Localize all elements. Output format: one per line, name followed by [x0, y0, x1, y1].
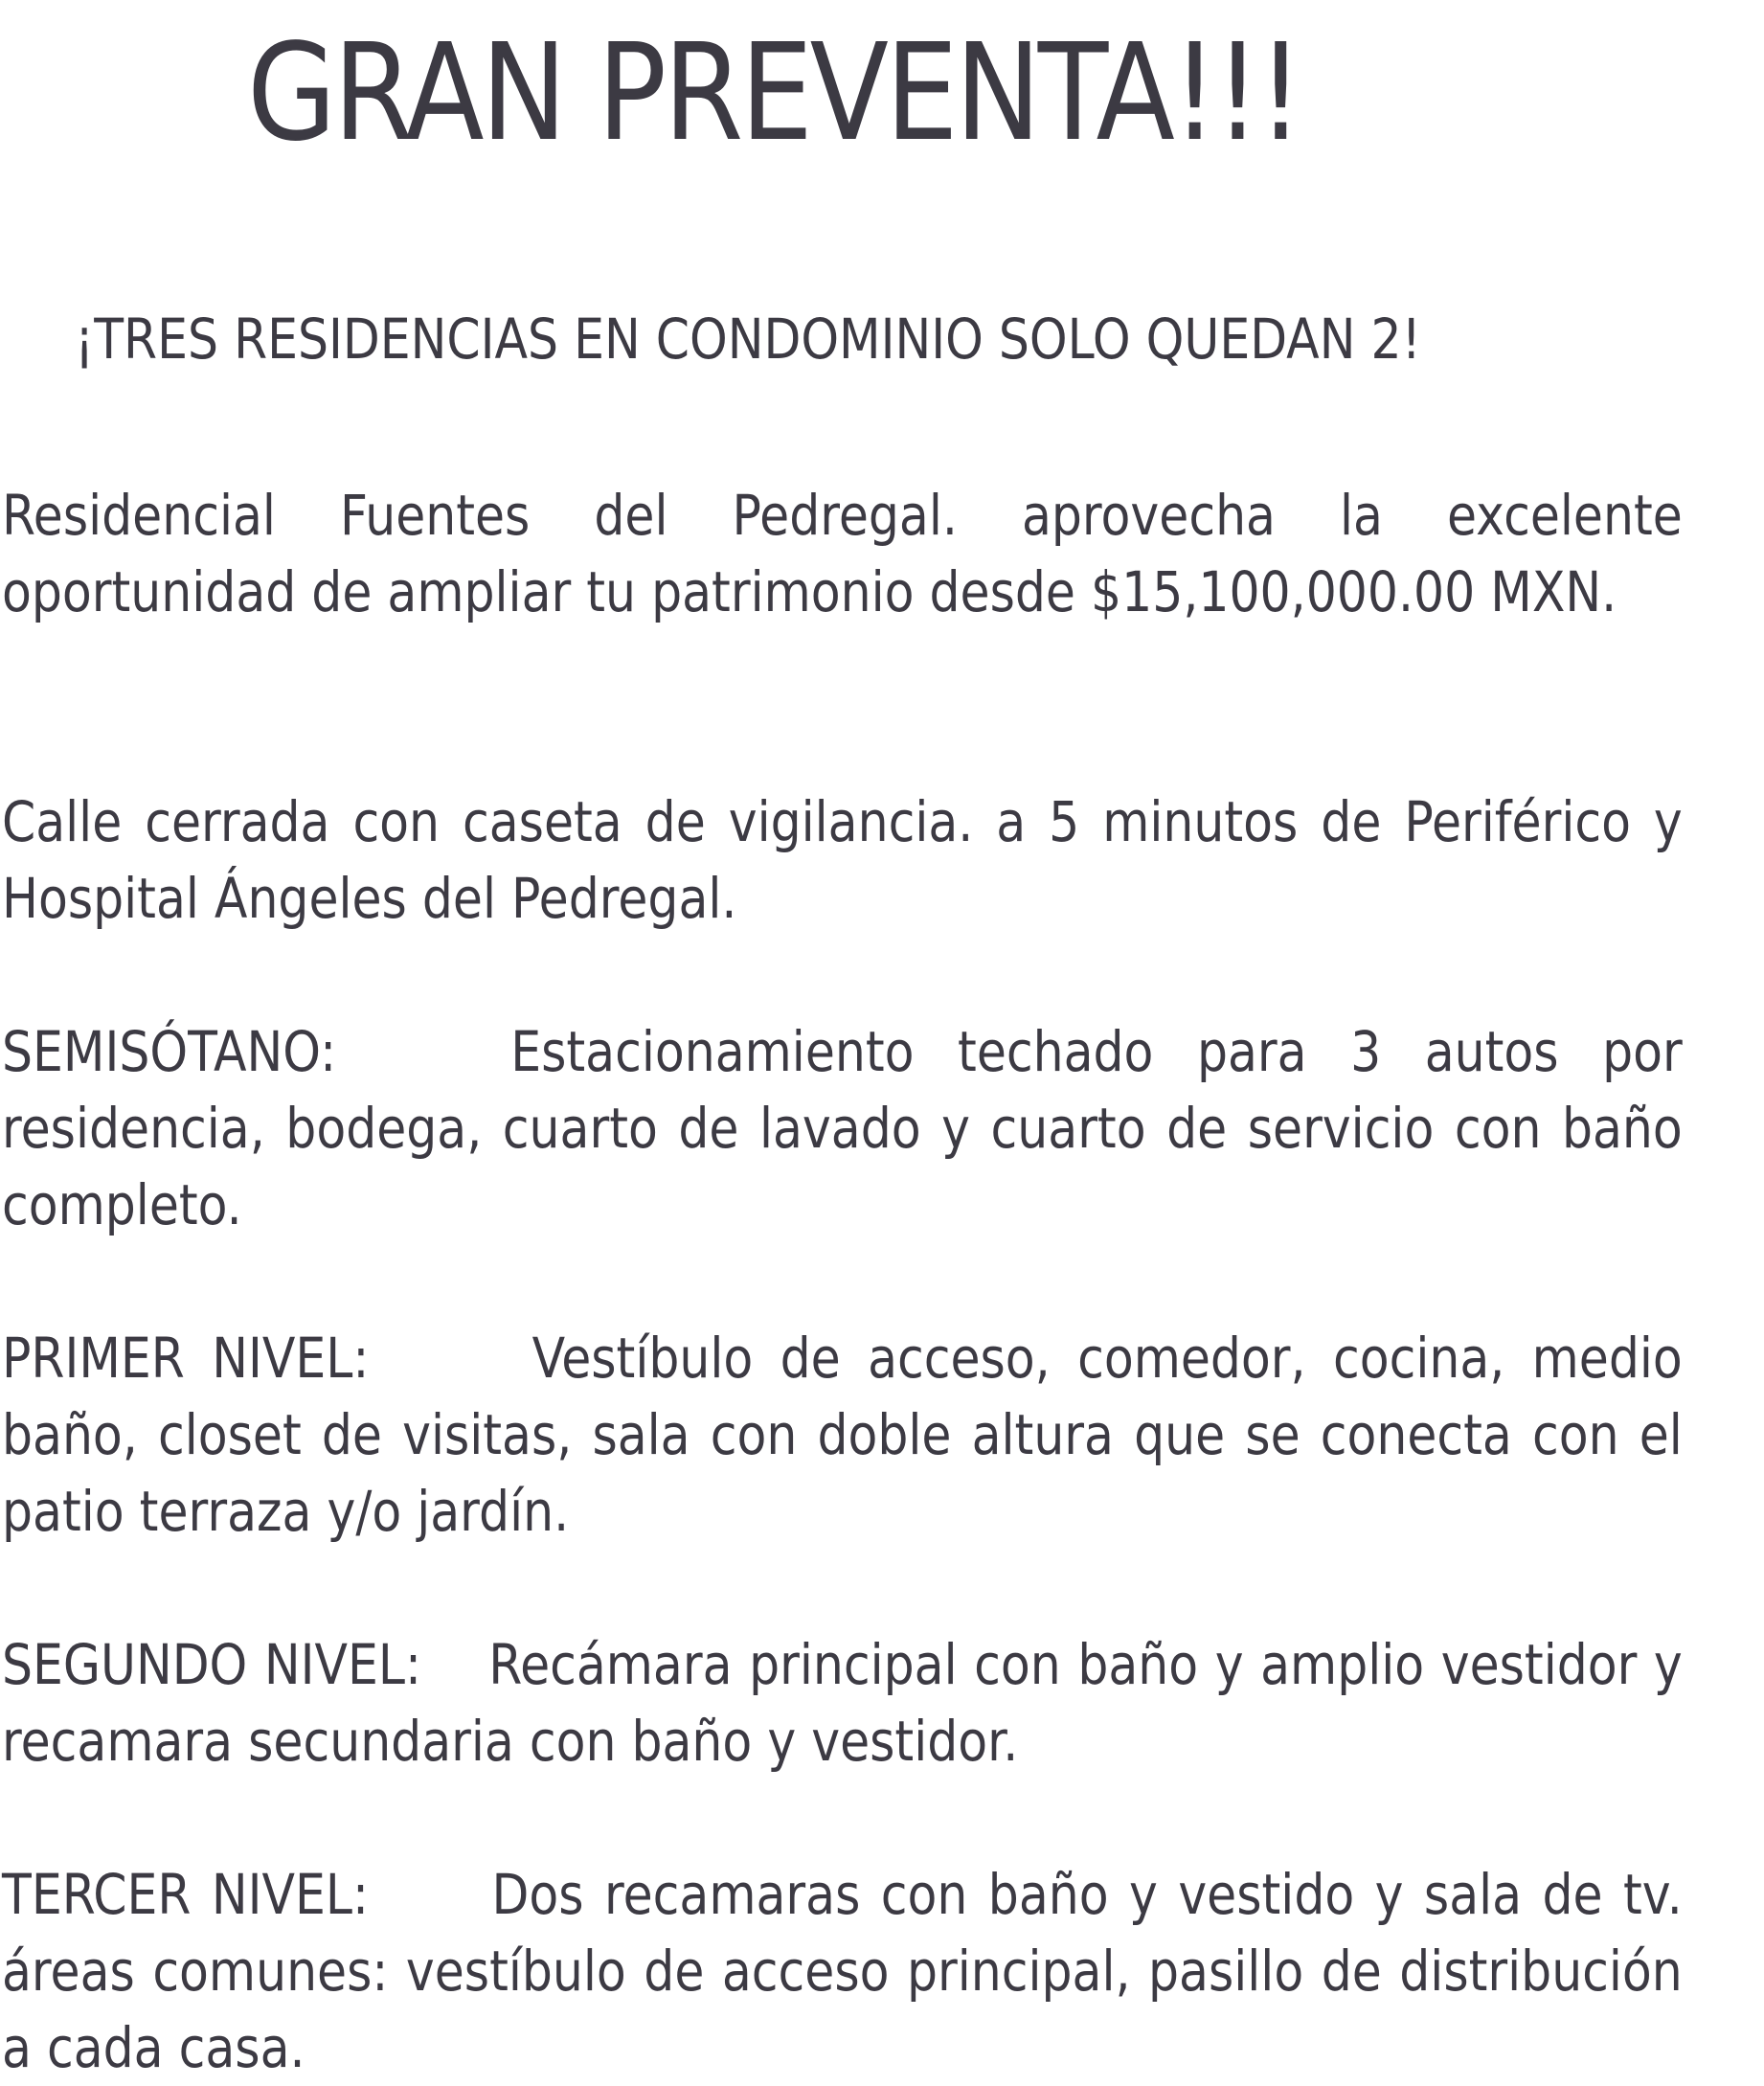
semisotano-label: SEMISÓTANO: [2, 1019, 337, 1084]
primer-nivel-text: Vestíbulo de acceso, comedor, cocina, medio baño, closet de visitas, sala con doble altura que se conecta con el patio terraza y/o jardín. [2, 1326, 1683, 1544]
segundo-nivel-text: Recámara principal con baño y amplio vestidor y recamara secundaria con baño y vestidor. [2, 1632, 1683, 1774]
page-title: GRAN PREVENTA!!! [247, 15, 1300, 171]
primer-nivel-paragraph [2, 1320, 1683, 1550]
intro-text: Residencial Fuentes del Pedregal. aprovecha la excelente oportunidad de ampliar tu patrimonio desde $15,100,000.00 MXN. [2, 483, 1683, 624]
semisotano-text: Estacionamiento techado para 3 autos por residencia, bodega, cuarto de lavado y cuarto de servicio con baño completo. [2, 1019, 1683, 1237]
semisotano-paragraph [2, 1013, 1683, 1243]
intro-paragraph [2, 477, 1683, 630]
tercer-nivel-text: Dos recamaras con baño y vestido y sala de tv. áreas comunes: vestíbulo de acceso principal, pasillo de distribución a cada casa. [2, 1862, 1683, 2080]
primer-nivel-label: PRIMER NIVEL: [2, 1326, 370, 1391]
tercer-nivel-label: TERCER NIVEL: [2, 1862, 370, 1927]
subtitle: ¡TRES RESIDENCIAS EN CONDOMINIO SOLO QUEDAN 2! [75, 306, 1421, 372]
location-paragraph [2, 783, 1683, 937]
segundo-nivel-label: SEGUNDO NIVEL: [2, 1632, 421, 1697]
segundo-nivel-paragraph [2, 1626, 1683, 1780]
location-text: Calle cerrada con caseta de vigilancia. a 5 minutos de Periférico y Hospital Ángeles del Pedregal. [2, 789, 1683, 931]
tercer-nivel-paragraph [2, 1856, 1683, 2086]
